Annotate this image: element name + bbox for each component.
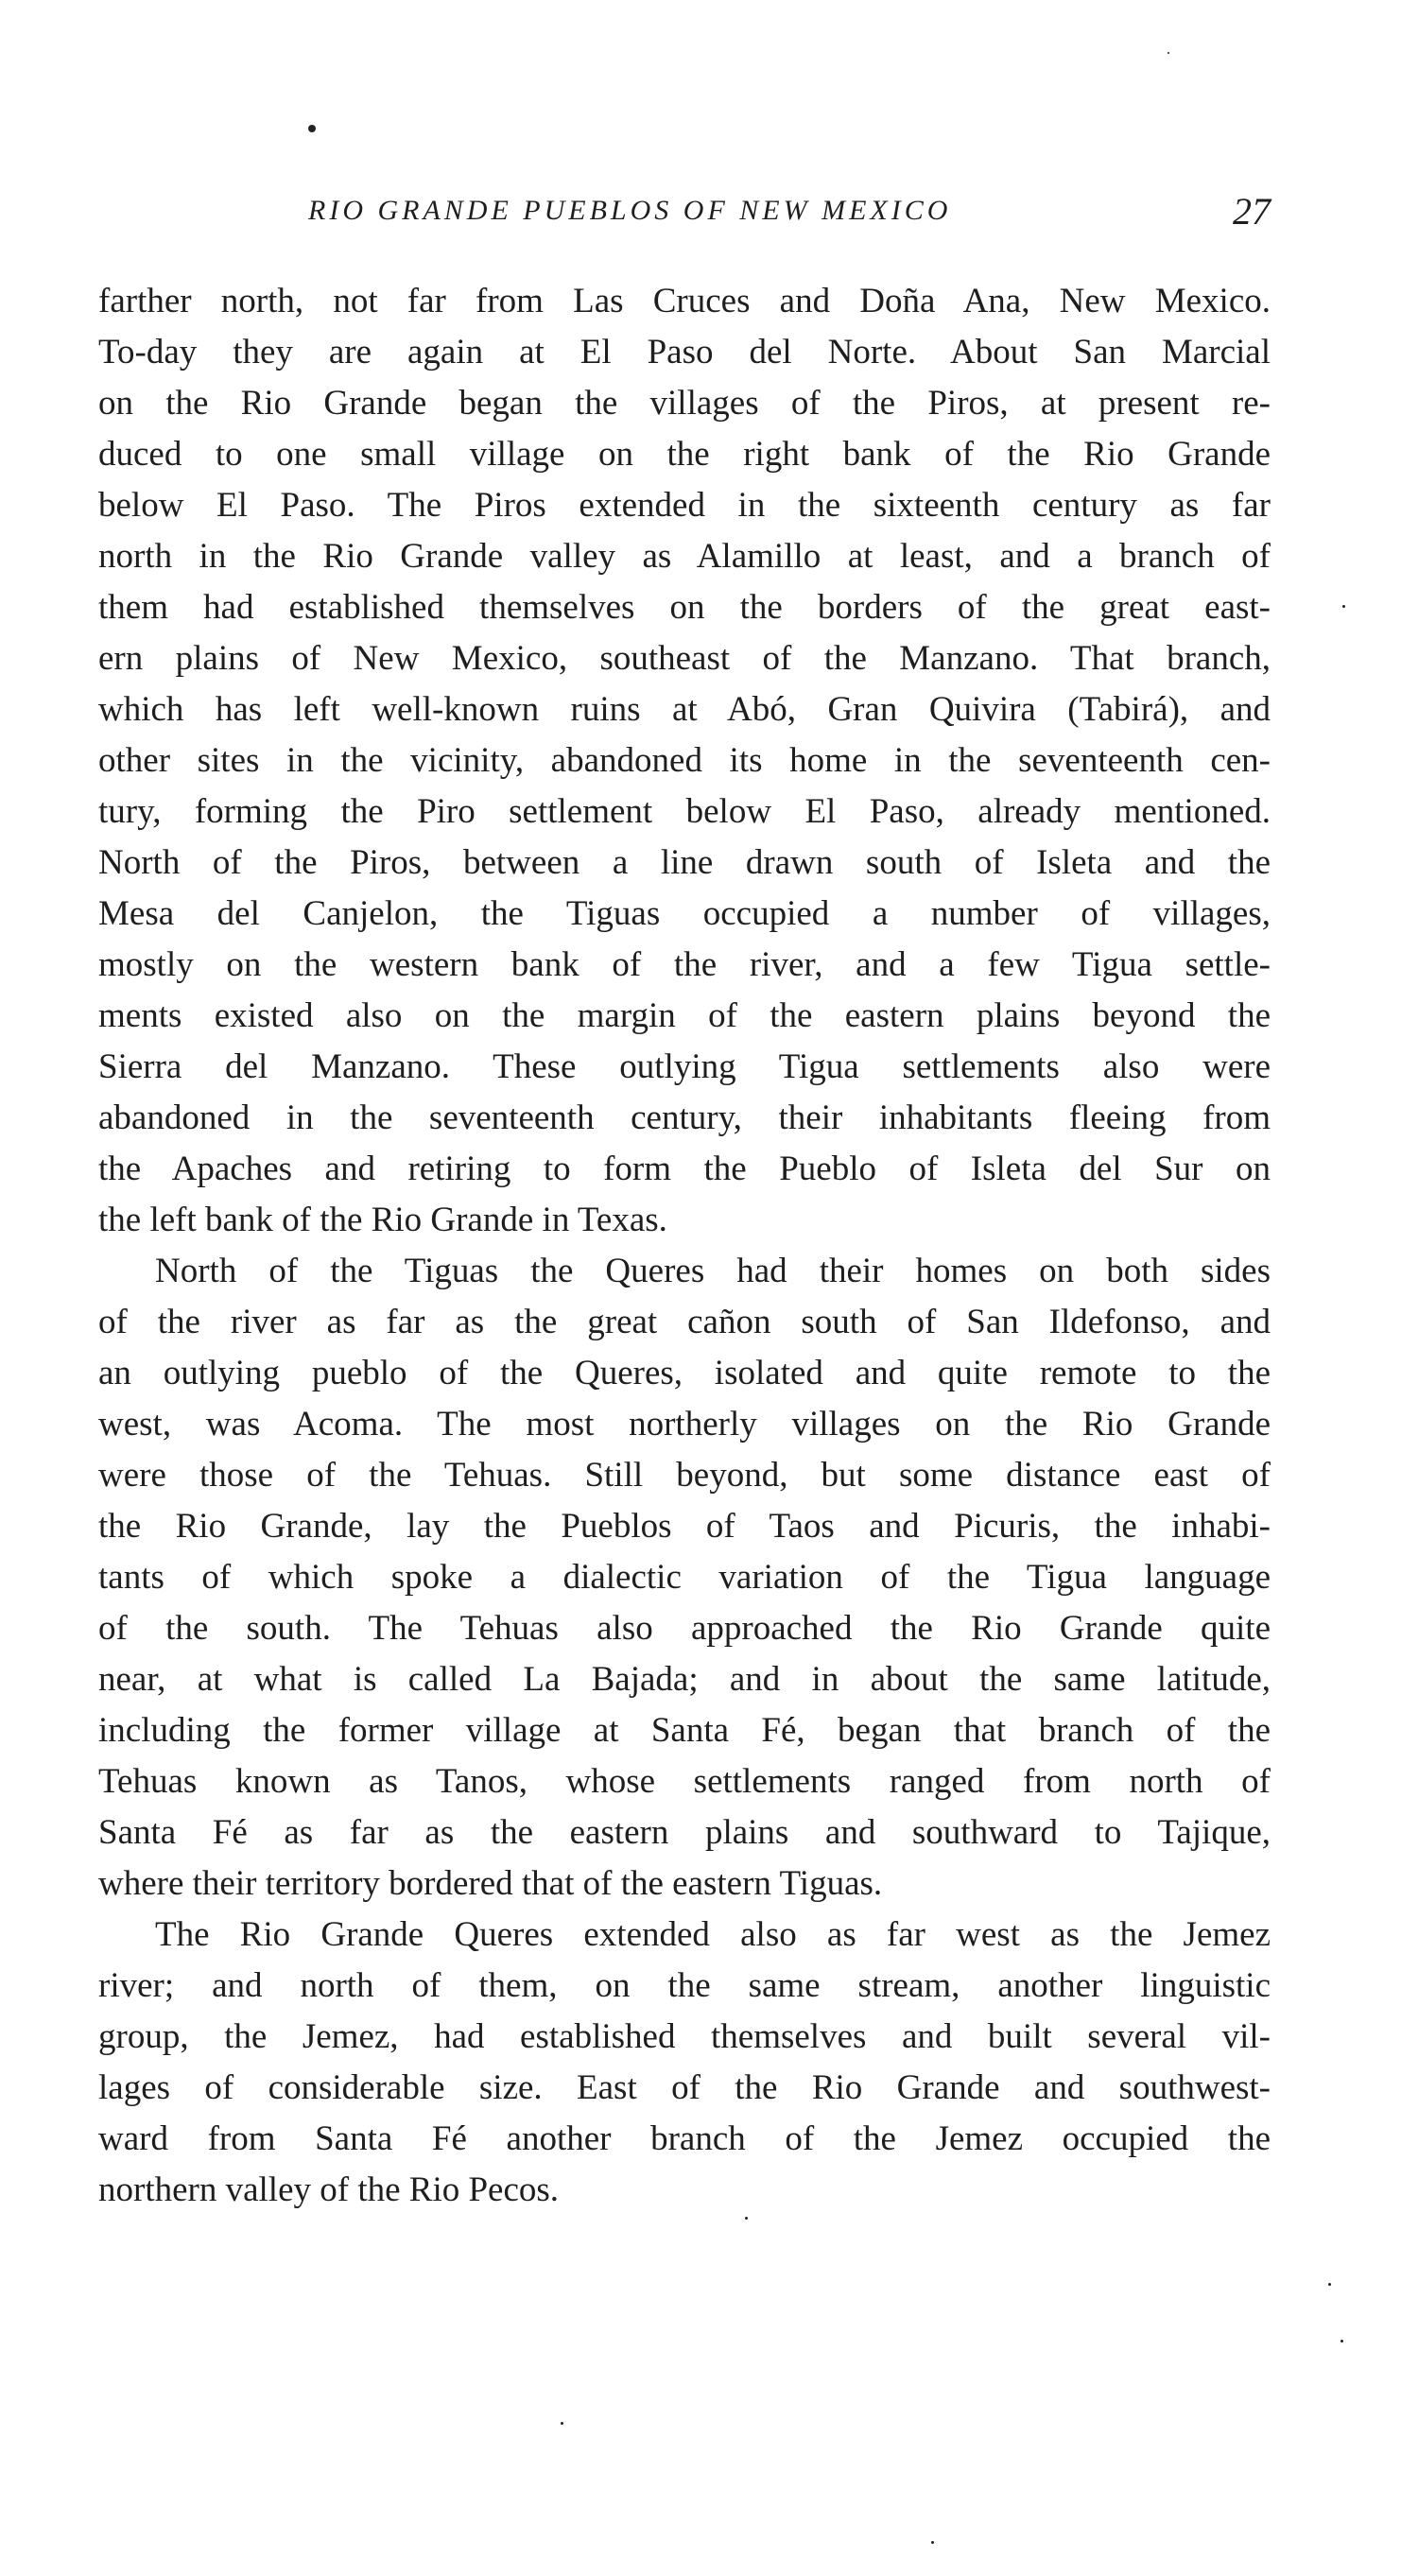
text-line: them had established themselves on the borders of the great east- xyxy=(98,588,1271,627)
paragraph xyxy=(98,276,1271,1246)
text-line: North of the Piros, between a line drawn south of Isleta and the xyxy=(98,843,1271,882)
text-line: of the river as far as the great cañon south of San Ildefonso, and xyxy=(98,1303,1271,1341)
body-text xyxy=(98,276,1271,2216)
text-line: Sierra del Manzano. These outlying Tigua settlements also were xyxy=(98,1047,1271,1086)
text-line: Santa Fé as far as the eastern plains and southward to Tajique, xyxy=(98,1813,1271,1852)
text-line: Mesa del Canjelon, the Tiguas occupied a number of villages, xyxy=(98,894,1271,933)
scan-speck xyxy=(931,2541,934,2544)
text-line: abandoned in the seventeenth century, their inhabitants fleeing from xyxy=(98,1098,1271,1137)
scan-speck xyxy=(561,2422,563,2425)
scan-speck xyxy=(308,125,316,132)
text-line: west, was Acoma. The most northerly villages on the Rio Grande xyxy=(98,1405,1271,1444)
text-line: which has left well-known ruins at Abó, Gran Quivira (Tabirá), and xyxy=(98,690,1271,729)
text-line: tury, forming the Piro settlement below El Paso, already mentioned. xyxy=(98,792,1271,831)
scan-speck xyxy=(1168,52,1169,54)
paragraph xyxy=(98,1246,1271,1910)
text-line: group, the Jemez, had established themselves and built several vil- xyxy=(98,2017,1271,2056)
text-line: river; and north of them, on the same stream, another linguistic xyxy=(98,1966,1271,2005)
text-line: were those of the Tehuas. Still beyond, but some distance east of xyxy=(98,1456,1271,1495)
text-line: ward from Santa Fé another branch of the Jemez occupied the xyxy=(98,2119,1271,2158)
text-line: North of the Tiguas the Queres had their homes on both sides xyxy=(155,1252,1271,1290)
text-line: The Rio Grande Queres extended also as far west as the Jemez xyxy=(155,1915,1271,1954)
text-line: farther north, not far from Las Cruces and Doña Ana, New Mexico. xyxy=(98,282,1271,320)
text-line: Tehuas known as Tanos, whose settlements ranged from north of xyxy=(98,1762,1271,1801)
running-title: RIO GRANDE PUEBLOS OF NEW MEXICO xyxy=(308,195,952,226)
text-line: mostly on the western bank of the river, and a few Tigua settle- xyxy=(98,945,1271,984)
text-line: ments existed also on the margin of the eastern plains beyond the xyxy=(98,996,1271,1035)
text-line: lages of considerable size. East of the Rio Grande and southwest- xyxy=(98,2068,1271,2107)
text-line: near, at what is called La Bajada; and in about the same latitude, xyxy=(98,1660,1271,1699)
scan-speck xyxy=(1340,2340,1343,2343)
scan-speck xyxy=(1342,605,1345,608)
text-line: on the Rio Grande began the villages of the Piros, at present re- xyxy=(98,384,1271,423)
page-number: 27 xyxy=(1233,190,1271,233)
text-line: northern valley of the Rio Pecos. xyxy=(98,2170,560,2209)
text-line: of the south. The Tehuas also approached the Rio Grande quite xyxy=(98,1609,1271,1648)
page-header xyxy=(98,189,1271,246)
text-line: an outlying pueblo of the Queres, isolated and quite remote to the xyxy=(98,1354,1271,1392)
text-line: To-day they are again at El Paso del Norte. About San Marcial xyxy=(98,333,1271,372)
scan-speck xyxy=(745,2217,748,2220)
text-line: the Rio Grande, lay the Pueblos of Taos and Picuris, the inhabi- xyxy=(98,1507,1271,1546)
paragraph xyxy=(98,1910,1271,2216)
text-line: the Apaches and retiring to form the Pueblo of Isleta del Sur on xyxy=(98,1150,1271,1188)
text-line: ern plains of New Mexico, southeast of the Manzano. That branch, xyxy=(98,639,1271,678)
text-line: other sites in the vicinity, abandoned its home in the seventeenth cen- xyxy=(98,741,1271,780)
text-line: where their territory bordered that of the eastern Tiguas. xyxy=(98,1864,883,1903)
text-line: north in the Rio Grande valley as Alamillo at least, and a branch of xyxy=(98,537,1271,576)
scan-speck xyxy=(1328,2283,1331,2286)
text-line: below El Paso. The Piros extended in the sixteenth century as far xyxy=(98,486,1271,525)
text-line: including the former village at Santa Fé, began that branch of the xyxy=(98,1711,1271,1750)
text-line: tants of which spoke a dialectic variation of the Tigua language xyxy=(98,1558,1271,1597)
text-line: duced to one small village on the right bank of the Rio Grande xyxy=(98,435,1271,474)
text-line: the left bank of the Rio Grande in Texas. xyxy=(98,1201,667,1239)
